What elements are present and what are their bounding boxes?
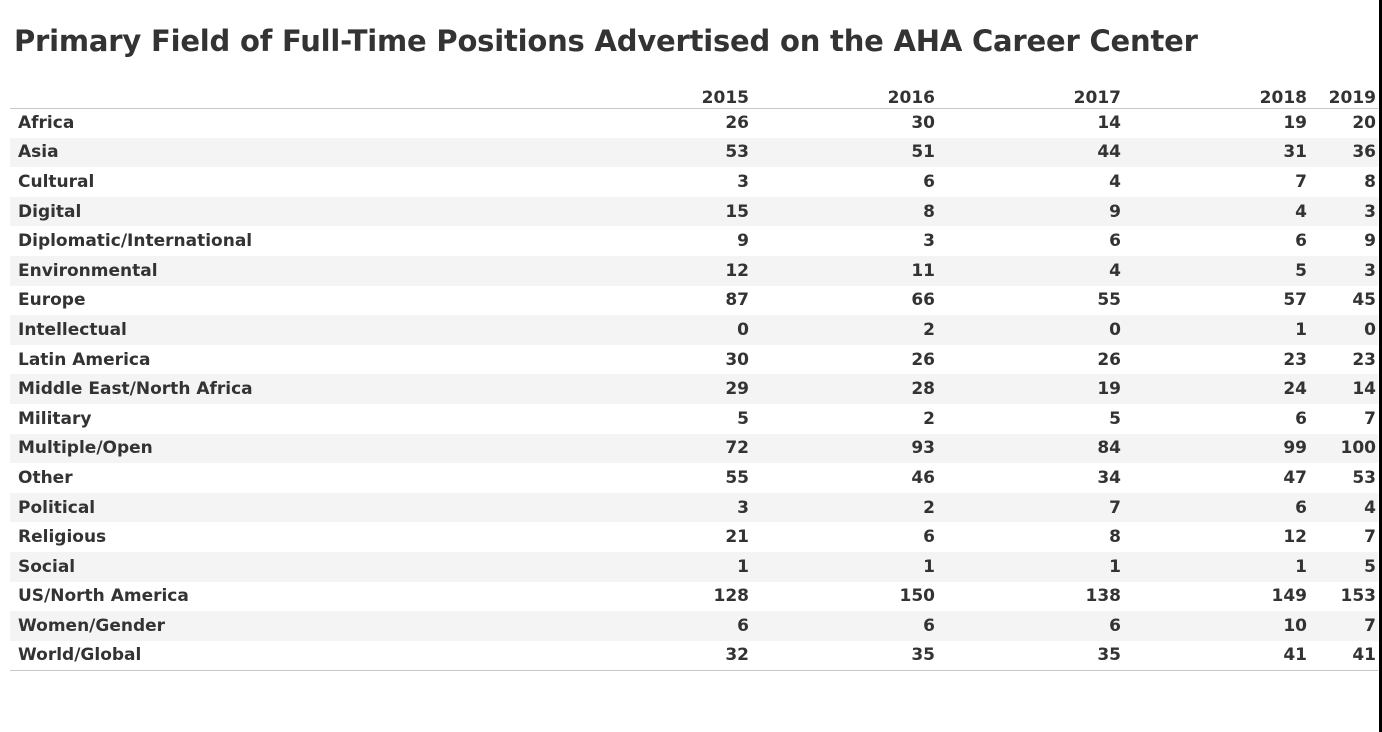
row-label: Women/Gender <box>18 615 166 636</box>
value-cell: 93 <box>911 438 935 459</box>
value-cell: 20 <box>1352 113 1376 134</box>
header-label-cell <box>10 79 565 108</box>
chart-title: Primary Field of Full-Time Positions Advertised on the AHA Career Center <box>14 24 1198 58</box>
value-cell: 5 <box>1109 408 1121 429</box>
value-cell: 6 <box>1109 231 1121 252</box>
row-label: Environmental <box>18 260 158 281</box>
value-cell: 21 <box>725 527 749 548</box>
value-cell: 35 <box>937 641 1123 671</box>
column-header: 2018 <box>1123 79 1309 108</box>
value-cell: 32 <box>565 641 751 671</box>
row-label: Social <box>18 556 76 577</box>
table-row <box>10 138 1378 168</box>
value-cell: 149 <box>1271 586 1307 607</box>
value-cell: 1 <box>1109 556 1121 577</box>
value-cell: 128 <box>713 586 749 607</box>
table-row <box>10 374 1378 404</box>
row-label: Latin America <box>18 349 151 370</box>
value-cell: 53 <box>1352 467 1376 488</box>
row-label: US/North America <box>18 586 189 607</box>
value-cell: 12 <box>1283 527 1307 548</box>
value-cell: 4 <box>1295 201 1307 222</box>
value-cell: 100 <box>1340 438 1376 459</box>
value-cell: 23 <box>1352 349 1376 370</box>
value-cell: 41 <box>1123 641 1309 671</box>
value-cell: 19 <box>1283 113 1307 134</box>
column-header: 2017 <box>937 79 1123 108</box>
row-label: Religious <box>18 527 107 548</box>
value-cell: 5 <box>737 408 749 429</box>
value-cell: 7 <box>1364 408 1376 429</box>
value-cell: 30 <box>725 349 749 370</box>
value-cell: 26 <box>1097 349 1121 370</box>
table-row <box>10 463 1378 493</box>
value-cell: 6 <box>1109 615 1121 636</box>
row-label: Diplomatic/International <box>18 231 253 252</box>
column-header: 2015 <box>565 79 751 108</box>
value-cell: 31 <box>1283 142 1307 163</box>
value-cell: 23 <box>1283 349 1307 370</box>
value-cell: 28 <box>911 379 935 400</box>
table-row <box>10 108 1378 138</box>
value-cell: 11 <box>911 260 935 281</box>
table-row <box>10 522 1378 552</box>
value-cell: 53 <box>725 142 749 163</box>
value-cell: 6 <box>1295 497 1307 518</box>
value-cell: 9 <box>1364 231 1376 252</box>
value-cell: 10 <box>1283 615 1307 636</box>
value-cell: 99 <box>1283 438 1307 459</box>
value-cell: 2 <box>923 319 935 340</box>
row-label: Middle East/North Africa <box>18 379 253 400</box>
value-cell: 45 <box>1352 290 1376 311</box>
value-cell: 3 <box>737 171 749 192</box>
value-cell: 3 <box>923 231 935 252</box>
table-row <box>10 167 1378 197</box>
row-label: Other <box>18 467 73 488</box>
value-cell: 8 <box>1364 171 1376 192</box>
value-cell: 153 <box>1340 586 1376 607</box>
table-row <box>10 552 1378 582</box>
table-row <box>10 256 1378 286</box>
value-cell: 14 <box>1097 113 1121 134</box>
table-row <box>10 434 1378 464</box>
value-cell: 7 <box>1364 615 1376 636</box>
value-cell: 26 <box>725 113 749 134</box>
value-cell: 24 <box>1283 379 1307 400</box>
value-cell: 47 <box>1283 467 1307 488</box>
value-cell: 66 <box>911 290 935 311</box>
value-cell: 7 <box>1364 527 1376 548</box>
value-cell: 72 <box>725 438 749 459</box>
row-label: Cultural <box>18 171 95 192</box>
value-cell: 6 <box>1295 231 1307 252</box>
value-cell: 6 <box>923 615 935 636</box>
value-cell: 150 <box>899 586 935 607</box>
table-body <box>10 108 1378 670</box>
value-cell: 138 <box>1085 586 1121 607</box>
table-row <box>10 641 1378 671</box>
value-cell: 35 <box>751 641 937 671</box>
value-cell: 4 <box>1109 171 1121 192</box>
table-row <box>10 345 1378 375</box>
value-cell: 1 <box>737 556 749 577</box>
value-cell: 6 <box>923 171 935 192</box>
value-cell: 3 <box>1364 260 1376 281</box>
value-cell: 34 <box>1097 467 1121 488</box>
value-cell: 1 <box>1295 556 1307 577</box>
value-cell: 0 <box>1109 319 1121 340</box>
value-cell: 2 <box>923 497 935 518</box>
value-cell: 84 <box>1097 438 1121 459</box>
table-row <box>10 226 1378 256</box>
value-cell: 30 <box>911 113 935 134</box>
value-cell: 8 <box>1109 527 1121 548</box>
row-label: Digital <box>18 201 82 222</box>
value-cell: 5 <box>1364 556 1376 577</box>
value-cell: 9 <box>1109 201 1121 222</box>
column-header: 2016 <box>751 79 937 108</box>
value-cell: 7 <box>1295 171 1307 192</box>
table-row <box>10 197 1378 227</box>
column-header: 2019 <box>1309 79 1378 108</box>
value-cell: 3 <box>737 497 749 518</box>
table-row <box>10 493 1378 523</box>
value-cell: 0 <box>737 319 749 340</box>
value-cell: 4 <box>1364 497 1376 518</box>
value-cell: 44 <box>1097 142 1121 163</box>
value-cell: 55 <box>725 467 749 488</box>
row-label: Multiple/Open <box>18 438 153 459</box>
value-cell: 87 <box>725 290 749 311</box>
value-cell: 36 <box>1352 142 1376 163</box>
value-cell: 29 <box>725 379 749 400</box>
value-cell: 3 <box>1364 201 1376 222</box>
value-cell: 57 <box>1283 290 1307 311</box>
value-cell: 9 <box>737 231 749 252</box>
table-row <box>10 404 1378 434</box>
value-cell: 12 <box>725 260 749 281</box>
row-label: Africa <box>18 113 75 134</box>
value-cell: 7 <box>1109 497 1121 518</box>
value-cell: 15 <box>725 201 749 222</box>
value-cell: 2 <box>923 408 935 429</box>
table-row <box>10 286 1378 316</box>
value-cell: 6 <box>1295 408 1307 429</box>
table-row <box>10 611 1378 641</box>
value-cell: 8 <box>923 201 935 222</box>
table-row <box>10 315 1378 345</box>
row-label: Political <box>18 497 96 518</box>
value-cell: 1 <box>923 556 935 577</box>
value-cell: 0 <box>1364 319 1376 340</box>
value-cell: 26 <box>911 349 935 370</box>
row-label: World/Global <box>10 641 565 671</box>
value-cell: 55 <box>1097 290 1121 311</box>
value-cell: 46 <box>911 467 935 488</box>
value-cell: 6 <box>737 615 749 636</box>
row-label: Intellectual <box>18 319 127 340</box>
row-label: Military <box>18 408 92 429</box>
row-label: Asia <box>18 142 59 163</box>
value-cell: 14 <box>1352 379 1376 400</box>
value-cell: 4 <box>1109 260 1121 281</box>
data-table <box>10 79 1378 671</box>
value-cell: 19 <box>1097 379 1121 400</box>
header-row <box>10 79 1378 108</box>
value-cell: 41 <box>1309 641 1378 671</box>
value-cell: 1 <box>1295 319 1307 340</box>
table-row <box>10 582 1378 612</box>
row-label: Europe <box>18 290 86 311</box>
value-cell: 5 <box>1295 260 1307 281</box>
value-cell: 6 <box>923 527 935 548</box>
value-cell: 51 <box>911 142 935 163</box>
